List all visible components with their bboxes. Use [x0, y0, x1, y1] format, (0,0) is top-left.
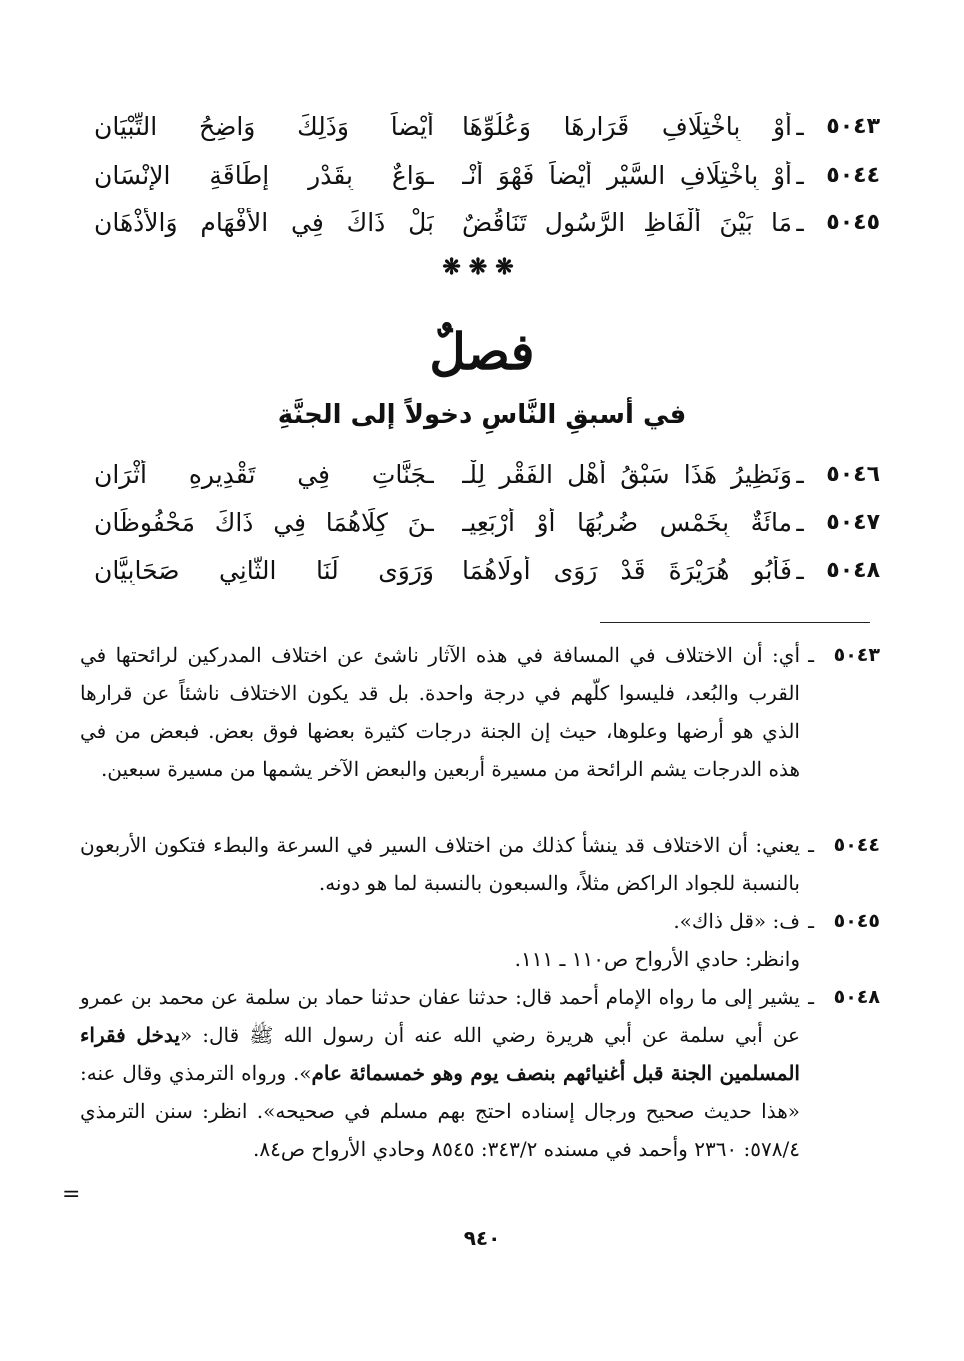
footnote: ٥٠٤٨ ـ يشير إلى ما رواه الإمام أحمد قال: حدثنا عفان حدثنا حماد بن سلمة عن محمد بن عمرو عن أبي سلمة عن أبي هريرة رضي الله عنه أن رسول الله ﷺ قال: «يدخل فقراء المسلمين الجنة قبل أغنيائهم بنصف يوم وهو خمسمائة عام». ورواه الترمذي وقال عنه: «هذا حديث صحيح ورجال إسناده احتج بهم مسلم في صحيحه». انظر: سنن الترمذي ٥٧٨/٤: ٢٣٦٠ وأحمد في مسنده ٣٤٣/٢: ٨٥٤٥ وحادي الأرواح ص٨٤.: [80, 978, 880, 1168]
verse-line: [70, 548, 880, 592]
verse-first-hemistich: أَوْ بِاخْتِلَافِ قَرَارِهَا وَعُلُوِّهَا: [462, 111, 792, 141]
verse-number: ٥٠٤٣: [826, 113, 880, 139]
verse-first-hemistich: أَوْ بِاخْتِلَافِ السَّيْرِ أَيْضاً فَهْوَ أَنْـ: [462, 160, 792, 190]
page-number: ٩٤٠: [463, 1226, 501, 1250]
chapter-heading: فصلٌ: [429, 322, 535, 381]
verse-dash: ـ: [796, 111, 804, 141]
verse-second-hemistich: ـوَاعٌ بِقَدْرِ إِطَاقَةِ الإِنْسَانِ: [94, 160, 434, 190]
footnote-number: ٥٠٤٨: [833, 986, 880, 1008]
verse-dash: ـ: [796, 507, 804, 537]
verse-second-hemistich: أَيْضاً وَذَلِكَ وَاضِحُ التِّبْيَانِ: [94, 111, 434, 141]
footnote-line: ف: «قل ذاك».: [673, 909, 800, 933]
footnote-text-part: يشير إلى ما رواه الإمام أحمد قال: حدثنا عفان حدثنا حماد بن سلمة عن محمد بن عمرو عن أبي سلمة عن أبي هريرة رضي الله عنه أن رسول الله ﷺ قال: «: [80, 985, 800, 1047]
verse-number: ٥٠٤٨: [826, 557, 880, 583]
hadith-quote: يدخل فقراء المسلمين الجنة قبل أغنيائهم بنصف يوم وهو خمسمائة عام: [80, 1023, 800, 1085]
verse-first-hemistich: مائَةٌ بِخَمْسٍ ضُرِبُهَا أَوْ أَرْبَعِيـ: [462, 507, 792, 537]
footnote-number: ٥٠٤٥: [833, 910, 880, 932]
chapter-subtitle: في أسبقِ النَّاسِ دخولاً إلى الجنَّةِ: [277, 400, 687, 430]
verse-number: ٥٠٤٤: [826, 162, 880, 188]
verse-second-hemistich: ـجَنَّاتِ فِي تَقْدِيرِهِ أَثْرَانِ: [94, 459, 434, 489]
verse-dash: ـ: [796, 459, 804, 489]
verse-second-hemistich: بَلْ ذَاكَ فِي الأَفْهَامِ وَالأَذْهَانِ: [94, 207, 434, 237]
verse-line: [70, 153, 880, 197]
verse-second-hemistich: وَرَوَى لَنَا الثَّانِي صَحَابِيَّانِ: [94, 555, 434, 585]
verse-number: ٥٠٤٦: [826, 461, 880, 487]
verse-dash: ـ: [796, 207, 804, 237]
verse-first-hemistich: مَا بَيْنَ أَلْفَاظِ الرَّسُولِ تَنَاقُضٌ: [462, 207, 792, 237]
verse-first-hemistich: وَنَظِيرُ هَذَا سَبْقُ أَهْلِ الفَقْرِ لِلْـ: [462, 459, 792, 489]
footnote-separator: [600, 622, 870, 623]
verse-line: [70, 500, 880, 544]
verse-dash: ـ: [796, 160, 804, 190]
footnote-line: وانظر: حادي الأرواح ص١١٠ ـ ١١١.: [514, 947, 800, 971]
footnote-text-part: ». ورواه الترمذي وقال عنه: «هذا حديث صحيح ورجال إسناده احتج بهم مسلم في صحيحه». انظر: سنن الترمذي ٥٧٨/٤: ٢٣٦٠ وأحمد في مسنده ٣٤٣/٢: ٨٥٤٥ وحادي الأرواح ص٨٤.: [80, 1061, 800, 1161]
verse-line: [70, 452, 880, 496]
verse-dash: ـ: [796, 555, 804, 585]
verse-second-hemistich: ـنَ كِلَاهُمَا فِي ذَاكَ مَحْفُوظَانِ: [94, 507, 434, 537]
footnote: ٥٠٤٤ ـ يعني: أن الاختلاف قد ينشأ كذلك من اختلاف السير في السرعة والبطء فتكون الأربعون بالنسبة للجواد الراكض مثلاً، والسبعون بالنسبة لما هو دونه.: [80, 826, 880, 902]
verse-number: ٥٠٤٧: [826, 509, 880, 535]
footnote-number: ٥٠٤٣: [833, 644, 880, 666]
footnote-text: يعني: أن الاختلاف قد ينشأ كذلك من اختلاف السير في السرعة والبطء فتكون الأربعون بالنسبة للجواد الراكض مثلاً، والسبعون بالنسبة لما هو دونه.: [80, 833, 800, 895]
verse-line: [70, 104, 880, 148]
verse-first-hemistich: فَأَبُو هُرَيْرَةَ قَدْ رَوَى أُولَاهُمَا: [462, 555, 792, 585]
footnote: ٥٠٤٥ ـ ف: «قل ذاك». وانظر: حادي الأرواح ص١١٠ ـ ١١١.: [80, 902, 880, 978]
footnote-text: أي: أن الاختلاف في المسافة في هذه الآثار ناشئ عن اختلاف المدركين لرائحتها في القرب والبُعد، فليسوا كلّهم في درجة واحدة. بل قد يكون الاختلاف ناشئاً عن قرارها الذي هو أرضها وعلوها، حيث إن الجنة درجات كثيرة بعضها فوق بعض. فبعض من في هذه الدرجات يشم الرائحة من مسيرة أربعين والبعض الآخر يشمها من مسيرة سبعين.: [80, 643, 800, 781]
footnote-number: ٥٠٤٤: [833, 834, 880, 856]
section-separator-stars: ❋❋❋: [442, 254, 522, 280]
footnote-text: [80, 902, 800, 978]
footnote: ٥٠٤٣ ـ أي: أن الاختلاف في المسافة في هذه الآثار ناشئ عن اختلاف المدركين لرائحتها في القرب والبُعد، فليسوا كلّهم في درجة واحدة. بل قد يكون الاختلاف ناشئاً عن قرارها الذي هو أرضها وعلوها، حيث إن الجنة درجات كثيرة بعضها فوق بعض. فبعض من في هذه الدرجات يشم الرائحة من مسيرة أربعين والبعض الآخر يشمها من مسيرة سبعين.: [80, 636, 880, 788]
verse-line: [70, 200, 880, 244]
verse-number: ٥٠٤٥: [826, 209, 880, 235]
continuation-mark: =: [62, 1182, 81, 1207]
footnote-text: [80, 978, 800, 1168]
